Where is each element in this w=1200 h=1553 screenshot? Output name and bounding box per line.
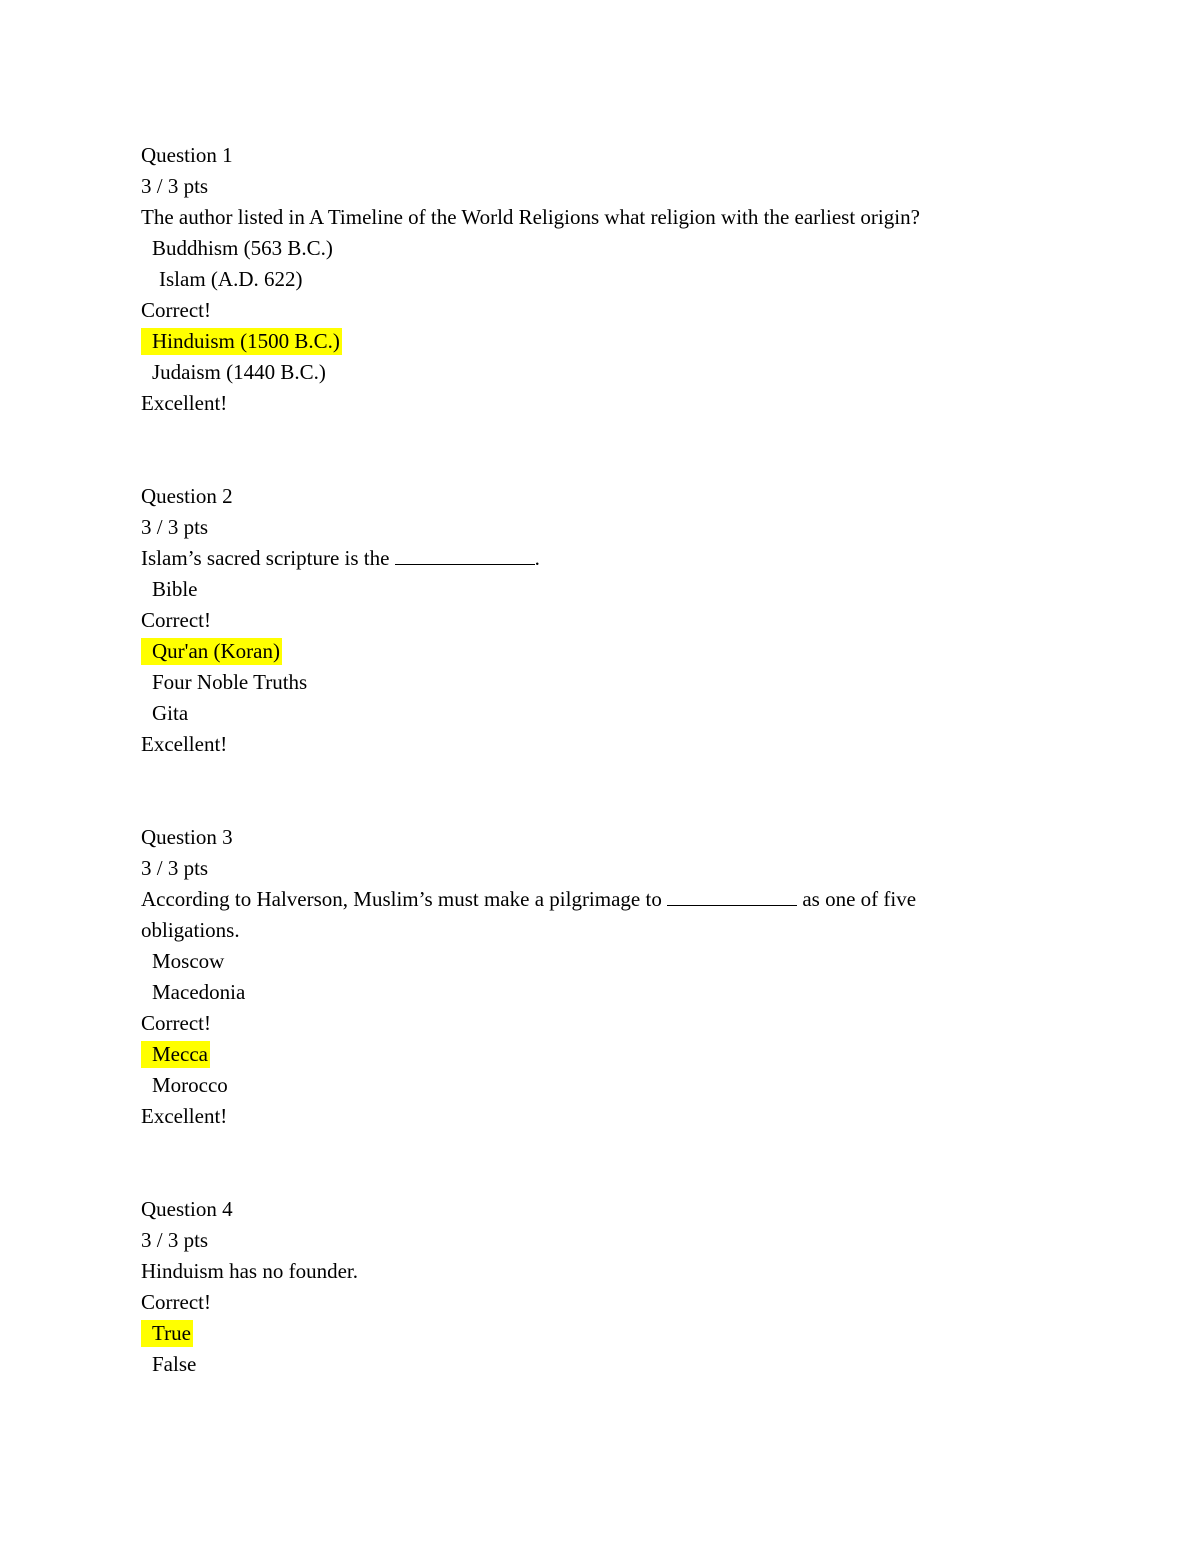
spacer — [141, 760, 1041, 822]
question-points: 3 / 3 pts — [141, 174, 209, 198]
correct-answer-highlight: Mecca — [141, 1041, 210, 1068]
fill-in-blank — [667, 887, 797, 906]
answer-option: Bible — [152, 577, 198, 601]
correct-label: Correct! — [141, 1011, 211, 1035]
correct-answer-row — [141, 1039, 1041, 1070]
feedback-text: Excellent! — [141, 1104, 228, 1128]
question-prompt — [141, 884, 1011, 946]
question-points: 3 / 3 pts — [141, 1228, 209, 1252]
question-2 — [141, 481, 1041, 760]
question-prompt: The author listed in A Timeline of the World Religions what religion with the earliest origin? — [141, 205, 920, 229]
document-page — [141, 140, 1041, 1380]
prompt-text-end: as one of five obligations. — [141, 887, 917, 942]
correct-label: Correct! — [141, 608, 211, 632]
spacer — [141, 1132, 1041, 1194]
answer-option: Macedonia — [152, 980, 246, 1004]
question-title: Question 1 — [141, 143, 233, 167]
prompt-text-start: Islam’s sacred scripture is the — [141, 546, 395, 570]
answer-option: Buddhism (563 B.C.) — [152, 236, 333, 260]
correct-answer-highlight: Hinduism (1500 B.C.) — [141, 328, 342, 355]
fill-in-blank — [395, 546, 535, 565]
feedback-text: Excellent! — [141, 732, 228, 756]
answer-option: Judaism (1440 B.C.) — [152, 360, 326, 384]
question-points: 3 / 3 pts — [141, 856, 209, 880]
correct-answer-row — [141, 326, 1041, 357]
question-prompt — [141, 543, 1041, 574]
answer-option: Gita — [152, 701, 189, 725]
question-title: Question 2 — [141, 484, 233, 508]
question-3 — [141, 822, 1041, 1132]
correct-label: Correct! — [141, 298, 211, 322]
correct-answer-row — [141, 1318, 1041, 1349]
prompt-text-start: According to Halverson, Muslim’s must make a pilgrimage to — [141, 887, 668, 911]
answer-option: False — [152, 1352, 197, 1376]
correct-label: Correct! — [141, 1290, 211, 1314]
question-title: Question 4 — [141, 1197, 233, 1221]
answer-option: Morocco — [152, 1073, 228, 1097]
question-title: Question 3 — [141, 825, 233, 849]
answer-option: Four Noble Truths — [152, 670, 308, 694]
correct-answer-highlight: True — [141, 1320, 193, 1347]
feedback-text: Excellent! — [141, 391, 228, 415]
question-1 — [141, 140, 1041, 419]
correct-answer-highlight: Qur'an (Koran) — [141, 638, 282, 665]
question-points: 3 / 3 pts — [141, 515, 209, 539]
question-prompt: Hinduism has no founder. — [141, 1259, 358, 1283]
answer-option: Islam (A.D. 622) — [159, 267, 303, 291]
correct-answer-row — [141, 636, 1041, 667]
prompt-text-end: . — [534, 546, 540, 570]
question-4 — [141, 1194, 1041, 1380]
answer-option: Moscow — [152, 949, 225, 973]
spacer — [141, 419, 1041, 481]
